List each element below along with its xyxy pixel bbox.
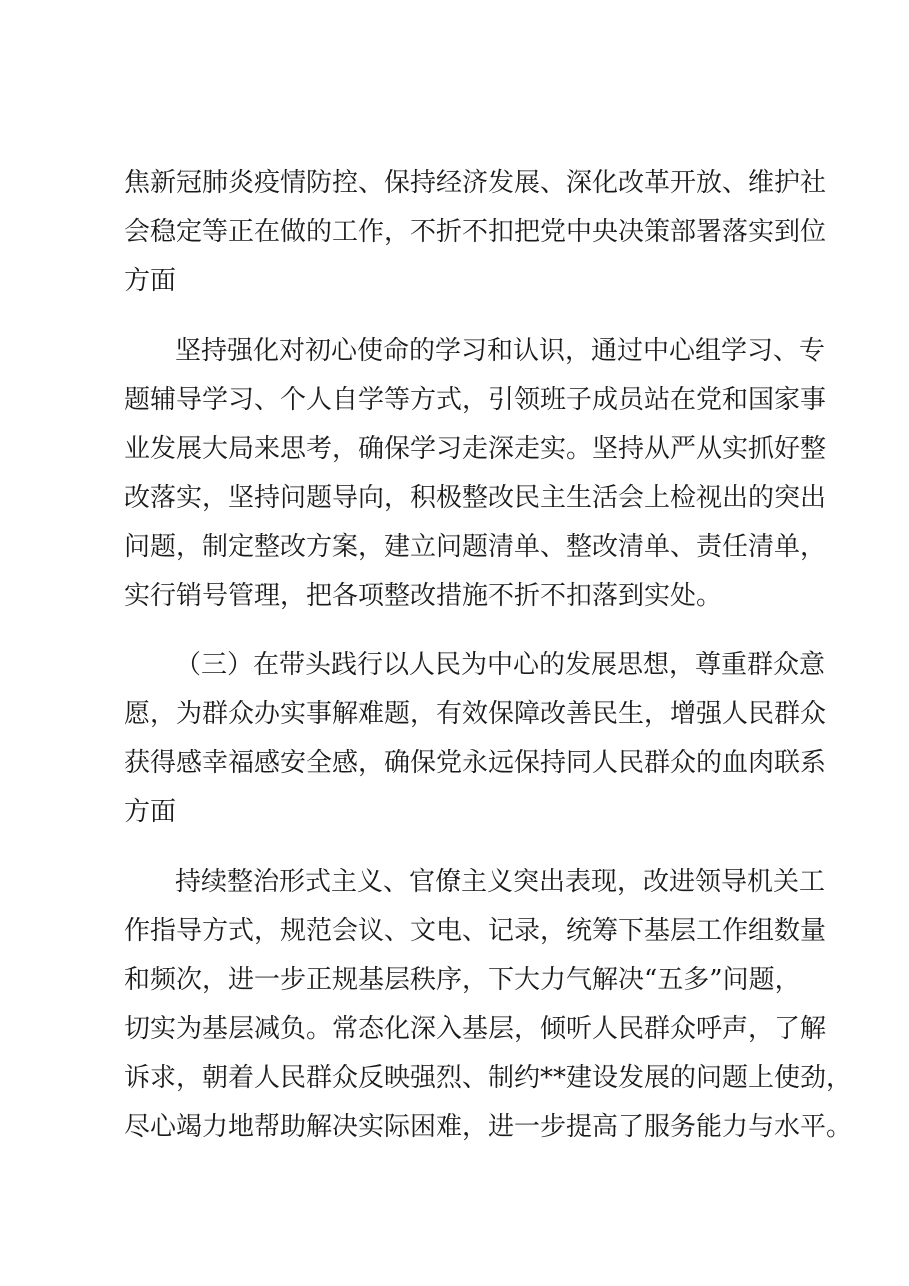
paragraph-2-line: 尽心竭力地帮助解决实际困难，进一步提高了服务能力与水平。: [124, 1112, 853, 1142]
paragraph-1-line: 业发展大局来思考，确保学习走深走实。坚持从严从实抓好整: [124, 434, 827, 464]
section-3-heading-line: 愿，为群众办实事解难题，有效保障改善民生，增强人民群众: [124, 699, 827, 729]
paragraph-1-line: 改落实，坚持问题导向，积极整改民主生活会上检视出的突出: [124, 483, 827, 513]
section-2-heading-line: 焦新冠肺炎疫情防控、保持经济发展、深化改革开放、维护社: [124, 168, 827, 198]
paragraph-1-line: 问题，制定整改方案，建立问题清单、整改清单、责任清单，: [124, 532, 827, 562]
paragraph-2-line: 和频次，进一步正规基层秩序，下大力气解决“五多”问题，: [124, 965, 801, 995]
paragraph-2-line: 切实为基层减负。常态化深入基层，倾听人民群众呼声，了解: [124, 1014, 827, 1044]
section-2-heading-line: 会稳定等正在做的工作，不折不扣把党中央决策部署落实到位: [124, 217, 827, 247]
paragraph-2-line: 作指导方式，规范会议、文电、记录，统筹下基层工作组数量: [124, 916, 827, 946]
paragraph-1-line: 题辅导学习、个人自学等方式，引领班子成员站在党和国家事: [124, 385, 827, 415]
section-3-heading-line: 方面: [124, 797, 177, 827]
paragraph-1-line: 坚持强化对初心使命的学习和认识，通过中心组学习、专: [175, 336, 826, 366]
section-2-heading-line: 方面: [124, 266, 177, 296]
paragraph-2-line: 持续整治形式主义、官僚主义突出表现，改进领导机关工: [175, 867, 826, 897]
section-3-heading-line: 获得感幸福感安全感，确保党永远保持同人民群众的血肉联系: [124, 748, 827, 778]
paragraph-1-line: 实行销号管理，把各项整改措施不折不扣落到实处。: [124, 581, 723, 611]
section-3-heading-line: （三）在带头践行以人民为中心的发展思想，尊重群众意: [175, 650, 826, 680]
paragraph-2-line: 诉求，朝着人民群众反映强烈、制约**建设发展的问题上使劲，: [124, 1063, 853, 1093]
